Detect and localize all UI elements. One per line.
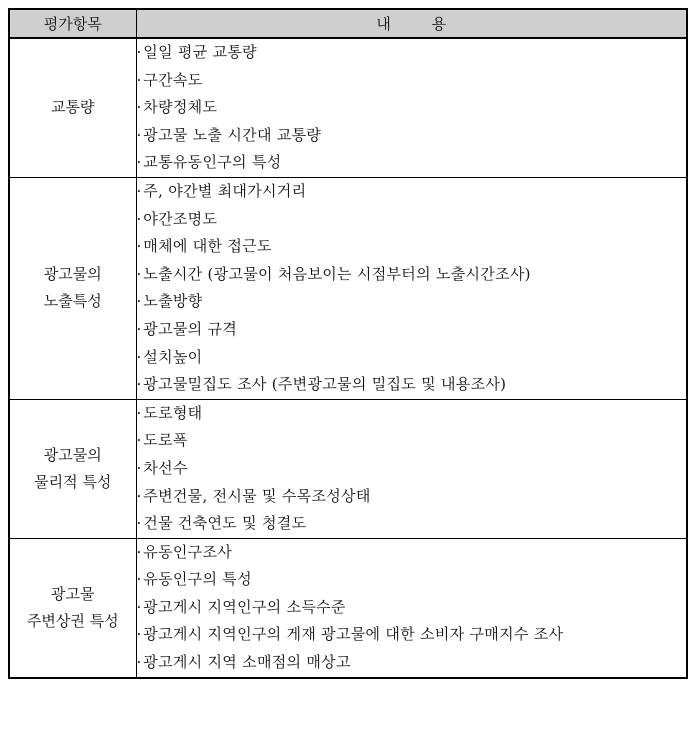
list-item-text: 광고게시 지역인구의 게재 광고물에 대한 소비자 구매지수 조사 [143,625,564,644]
list-item-text: 광고게시 지역 소매점의 매상고 [143,653,351,672]
bullet-mark: · [136,125,142,144]
list-item [137,288,687,316]
bullet-mark: · [136,486,142,505]
list-item [137,344,687,372]
bullet-mark: · [136,319,142,338]
bullet-mark: · [136,458,142,477]
list-item-text: 교통유동인구의 특성 [143,153,282,172]
list-item [137,649,687,677]
list-item [137,539,687,567]
bullet-mark: · [136,597,142,616]
list-item-text: 노출시간 (광고물이 처음보이는 시점부터의 노출시간조사) [143,264,531,283]
bullet-mark: · [136,237,142,256]
bullet-mark: · [136,209,142,228]
bullet-mark: · [136,375,142,394]
content-list [137,178,687,399]
content-list [137,539,687,677]
category-cell: 광고물의 노출특성 [9,177,136,399]
list-item-text: 노출방향 [143,292,203,311]
bullet-mark: · [136,292,142,311]
list-item-text: 일일 평균 교통량 [143,43,257,61]
list-item [137,621,687,649]
table-body [9,38,687,678]
category-cell: 교통량 [9,38,136,177]
bullet-mark: · [136,264,142,283]
list-item [137,594,687,622]
table-header-row [9,9,687,38]
bullet-mark: · [136,153,142,172]
list-item-text: 도로폭 [143,431,188,450]
list-item [137,371,687,399]
list-item-text: 설치높이 [143,347,203,366]
list-item-text: 유동인구조사 [143,542,233,561]
list-item-text: 매체에 대한 접근도 [143,237,272,256]
bullet-mark: · [136,347,142,366]
content-cell [136,177,687,399]
list-item-text: 유동인구의 특성 [143,570,252,589]
content-list [137,39,687,177]
content-cell [136,538,687,677]
list-item [137,316,687,344]
evaluation-table [8,8,688,679]
list-item [137,566,687,594]
bullet-mark: · [136,542,142,561]
bullet-mark: · [136,43,142,61]
table-row [9,538,687,677]
evaluation-table-container [8,8,686,679]
list-item-text: 광고물밀집도 조사 (주변광고물의 밀집도 및 내용조사) [143,375,507,394]
list-item [137,483,687,511]
category-cell: 광고물 주변상권 특성 [9,538,136,677]
header-content: 내 용 [136,9,687,38]
content-cell [136,38,687,177]
list-item [137,149,687,177]
list-item-text: 광고물의 규격 [143,319,238,338]
bullet-mark: · [136,653,142,672]
content-list [137,400,687,538]
list-item-text: 구간속도 [143,70,203,89]
bullet-mark: · [136,181,142,200]
table-row [9,38,687,177]
list-item [137,427,687,455]
table-row [9,177,687,399]
bullet-mark: · [136,431,142,450]
list-item [137,455,687,483]
list-item-text: 주변건물, 전시물 및 수목조성상태 [143,486,371,505]
list-item [137,233,687,261]
list-item [137,94,687,122]
list-item [137,39,687,67]
list-item [137,206,687,234]
list-item-text: 광고물 노출 시간대 교통량 [143,125,322,144]
bullet-mark: · [136,570,142,589]
header-evaluation-item: 평가항목 [9,9,136,38]
list-item [137,400,687,428]
list-item-text: 차선수 [143,458,188,477]
list-item [137,261,687,289]
list-item [137,510,687,538]
list-item-text: 건물 건축연도 및 청결도 [143,514,307,533]
content-cell [136,399,687,538]
category-cell: 광고물의 물리적 특성 [9,399,136,538]
bullet-mark: · [136,70,142,89]
list-item-text: 주, 야간별 최대가시거리 [143,181,307,200]
list-item-text: 차량정체도 [143,98,218,117]
list-item-text: 도로형태 [143,403,203,422]
list-item [137,178,687,206]
bullet-mark: · [136,514,142,533]
list-item-text: 광고게시 지역인구의 소득수준 [143,597,346,616]
table-row [9,399,687,538]
list-item [137,122,687,150]
bullet-mark: · [136,403,142,422]
bullet-mark: · [136,625,142,644]
list-item-text: 야간조명도 [143,209,218,228]
bullet-mark: · [136,98,142,117]
list-item [137,67,687,95]
